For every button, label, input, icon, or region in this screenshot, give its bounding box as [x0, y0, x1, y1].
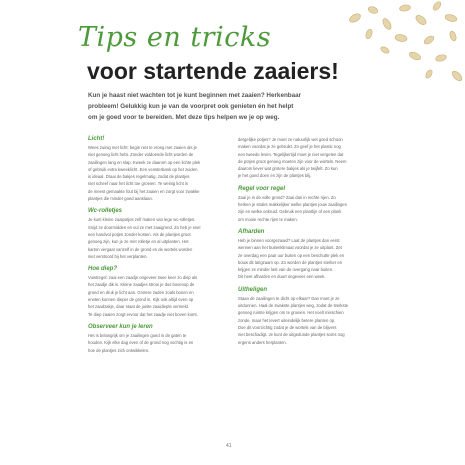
section-body [88, 332, 230, 354]
section-heading: Licht! [88, 136, 105, 142]
title-script: Tips en tricks [78, 22, 272, 53]
body-line: genoeg zijn, kun je ze met rolletje en al uitplanten. Het [88, 239, 189, 245]
body-line: Heb je binnen voorgezaaid? Laat de plantjes dan eerst [238, 237, 340, 243]
body-line: Staan de zaailingen te dicht op elkaar? Dan moet je ze [238, 295, 340, 301]
body-line: is ideaal. Draai de bakjes regelmatig, zodat de plantjes [88, 174, 190, 180]
body-line: je het goed doen en zijn de plantjes blij. [238, 173, 312, 179]
body-line: het zaadje dik is. Kleine zaadjes strooi je dus bovenop de [88, 282, 195, 288]
body-line: een handvol potjes zonder kosten. Als de plantjes groot [88, 231, 191, 237]
body-line: niet verstoord bij het verplanten. [88, 253, 148, 259]
body-line: karton vergaat vanzelf in de grond en de wortels worden [88, 246, 193, 252]
section-body [238, 194, 380, 223]
section-heading: Afharden [238, 228, 265, 235]
section-heading: Uitheligen [238, 286, 268, 293]
body-line: houden. Kijk elke dag even of de grond nog vochtig is en [88, 340, 194, 346]
body-line: een tweede leven. Tegelijkertijd moet je niet vergeten dat [238, 151, 344, 157]
page-number: 41 [226, 443, 232, 449]
body-line: ergens anders herplanten. [238, 339, 287, 345]
body-line: uitdunnen. Haal de zwakste plantjes weg, zodat de sterkste [238, 303, 349, 309]
body-line: Te diep zaaien zorgt ervoor dat het zaadje niet boven komt. [88, 311, 198, 317]
body-line: Zaai je in de volle grond? Zaai dan in rechte rijen. Zo [238, 194, 336, 200]
seed-illustration [325, 0, 465, 95]
body-line: de potjes groot genoeg moeten zijn voor de wortels. Neem [238, 158, 347, 164]
right-column [238, 136, 380, 352]
body-line: Snijd ze doormidden en vul ze met zaaigrond. Zo heb je snel [88, 224, 201, 230]
section-heading: Regel voor regel [238, 185, 286, 192]
body-line: maken voordat je ze gebruikt. Zo geef je het plastic nog [238, 144, 341, 150]
body-line: de meest gemaakte fout bij het zaaien en zorgt voor zwakke [88, 188, 200, 194]
section-body [88, 216, 230, 260]
body-line: zonde, maar het levert uiteindelijk betere planten op. [238, 317, 336, 323]
body-line: herken je straks makkelijker welke plantjes jouw zaailingen [238, 202, 347, 208]
section-heading: Wc-rolletjes [88, 208, 123, 215]
body-line: Dit heet afharden en duurt ongeveer een week. [238, 274, 326, 280]
body-line: Doe dit voorzichtig zodat je de wortels van de blijvers [238, 324, 337, 330]
body-line: Je kunt kleine zaaipotjes zelf maken van lege wc-rolletjes. [88, 217, 196, 223]
body-line: het zaadzakje, daar staat de juiste zaaidiepte vermeld. [88, 304, 190, 310]
body-line: om mooie rechte rijen te maken. [238, 216, 298, 222]
intro-line: om je goed voor te bereiden. Met deze tips helpen we je op weg. [88, 114, 280, 121]
body-line: daarom liever wat grotere bakjes als je twijfelt. Zo kun [238, 166, 338, 172]
body-line: grond en druk je licht aan. Grotere zaden zoals bonen en [88, 289, 194, 295]
body-line: Het is belangrijk om je zaailingen goed in de gaten te [88, 332, 187, 338]
body-line: niet beschadigt. Je kunt de uitgedunde plantjes soms nog [238, 332, 345, 338]
section-body [238, 136, 380, 180]
section-heading: Hoe diep? [88, 266, 118, 273]
intro-line: Kun je haast niet wachten tot je kunt beginnen met zaaien? Herkenbaar [88, 92, 302, 99]
body-line: Vuistregel: zaai een zaadje ongeveer twee keer zo diep als [88, 275, 198, 281]
body-line: hoe de plantjes zich ontwikkelen. [88, 347, 150, 353]
section-body [88, 144, 230, 202]
section-body [238, 295, 380, 346]
body-line: niet genoeg licht hebt. Zonder voldoende licht worden de [88, 152, 194, 158]
section-body [238, 237, 380, 281]
body-line: of gebruik extra kweeklicht. Een vensterbank op het zuiden [88, 166, 198, 172]
intro-paragraph [88, 90, 388, 123]
body-line: genoeg ruimte krijgen om te groeien. Het voelt misschien [238, 310, 344, 316]
body-line: Wees zuinig met licht: begin niet te vroeg met zaaien als je [88, 145, 197, 150]
section-body [88, 274, 230, 318]
body-line: wennen aan het buitenklimaat voordat je ze uitplant. Zet [238, 245, 342, 251]
intro-line: probleem! Gelukkig kun je van de voorpret ook genieten én het helpt [88, 103, 294, 110]
body-line: ze overdag een paar uur buiten op een beschutte plek en [238, 252, 345, 258]
body-line: dergelijke potjes? Je moet ze natuurlijk wel goed schoon [238, 137, 343, 142]
body-line: zaailingen lang en slap. Kweek ze daarom op een lichte plek [88, 159, 201, 165]
body-line: krijgen ze minder last van de overgang naar buiten. [238, 267, 334, 273]
body-line: bouw dit langzaam op. Zo worden de plantjes sterker en [238, 259, 343, 265]
body-line: zijn en welke onkruid. Gebruik een plantlijn of een plank [238, 209, 342, 215]
body-line: niet scheef naar het licht toe groeien. Te weinig licht is [88, 181, 189, 187]
page-title: voor startende zaaiers! [87, 58, 339, 84]
section-heading: Observeer kun je leren [88, 323, 153, 330]
body-line: plantjes die minder goed aanslaan. [88, 196, 153, 202]
left-column [88, 136, 230, 360]
body-line: erwten kunnen dieper de grond in. Kijk ook altijd even op [88, 297, 194, 303]
